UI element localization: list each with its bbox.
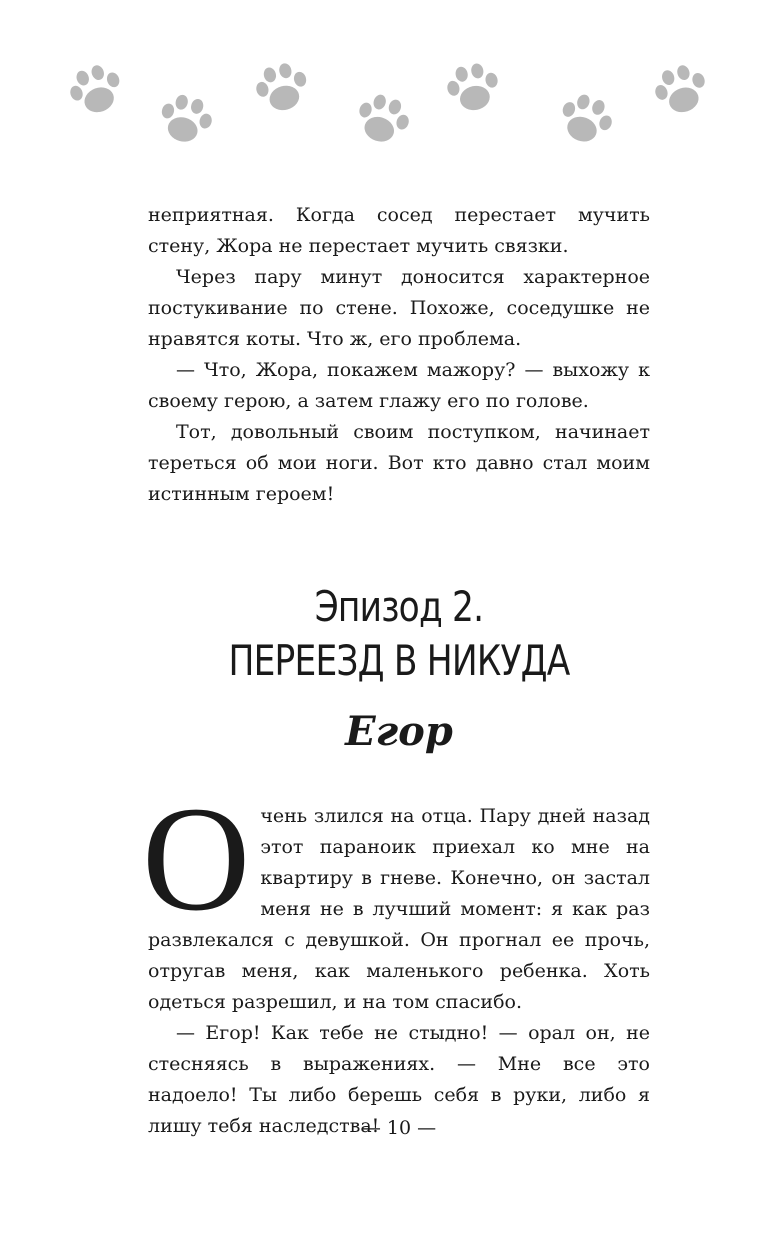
paw-print-icon bbox=[246, 53, 321, 125]
paw-print-icon bbox=[345, 84, 422, 158]
paw-print-icon bbox=[58, 53, 136, 129]
drop-cap: О bbox=[142, 776, 251, 942]
paw-prints-decoration bbox=[0, 0, 768, 170]
paragraph: — Егор! Как тебе не стыдно! — орал он, не стесняясь в выражениях. — Мне все это надоело! Ты либо берешь себя в руки, либо я лишу тебя наследства! bbox=[148, 1022, 650, 1137]
paw-print-icon bbox=[149, 85, 224, 157]
text-block-bottom bbox=[142, 776, 650, 1142]
chapter-subtitle: Егор bbox=[345, 708, 453, 755]
paragraph: Тот, довольный своим поступком, начинает тереться об мои ноги. Вот кто давно стал моим истинным героем! bbox=[148, 421, 650, 505]
chapter-title bbox=[154, 580, 644, 688]
paragraph bbox=[142, 776, 650, 1018]
paragraph-text: чень злился на отца. Пару дней назад этот параноик приехал ко мне на квартиру в гневе. Конечно, он застал меня не в лучший момент: я как раз развлекался с девушкой. Он прогнал ее прочь, отругав меня, как маленького ребенка. Хоть одеться разрешил, и на том спасибо. bbox=[148, 805, 650, 1013]
paw-print-icon bbox=[644, 54, 721, 128]
paw-print-icon bbox=[438, 54, 511, 124]
page-number: — 10 — bbox=[361, 1117, 437, 1139]
paw-print-icon bbox=[547, 83, 625, 159]
text-block-top bbox=[148, 200, 650, 510]
paragraph: неприятная. Когда сосед перестает мучить стену, Жора не перестает мучить связки. bbox=[148, 204, 650, 257]
paragraph: Через пару минут доносится характерное постукивание по стене. Похоже, соседушке не нравятся коты. Что ж, его проблема. bbox=[148, 266, 650, 350]
chapter-title-line-1: Эпизод 2. bbox=[314, 582, 484, 631]
chapter-title-line-2: ПЕРЕЕЗД В НИКУДА bbox=[228, 636, 570, 685]
paragraph: — Что, Жора, покажем мажору? — выхожу к своему герою, а затем глажу его по голове. bbox=[148, 359, 650, 412]
